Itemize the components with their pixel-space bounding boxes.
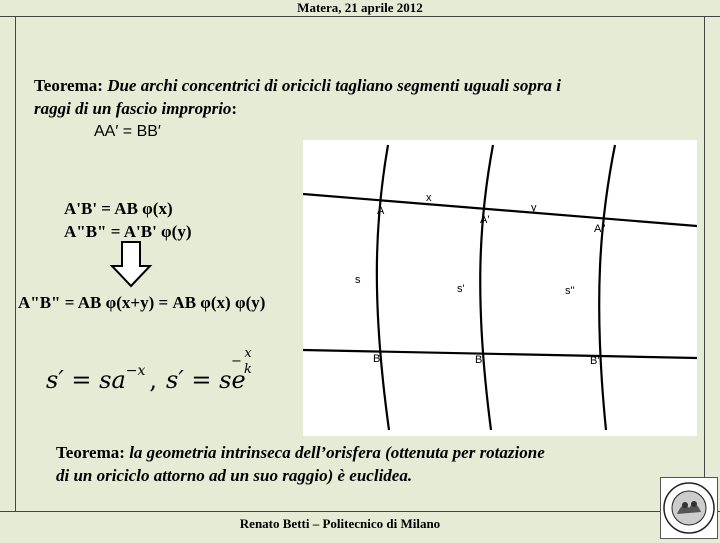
theorem-1-line-2 bbox=[34, 97, 561, 120]
label-B: B bbox=[373, 353, 381, 365]
formula-right-base: s′ = se bbox=[166, 366, 246, 394]
theorem-2-text-1: la geometria intrinseca dell’orisfera (ottenuta per rotazione bbox=[129, 443, 545, 462]
formula-left bbox=[46, 363, 158, 394]
header-bar bbox=[0, 0, 720, 17]
footer-text: Renato Betti – Politecnico di Milano bbox=[239, 516, 441, 531]
label-s1: s' bbox=[457, 283, 465, 295]
line-top bbox=[303, 194, 697, 226]
equation-2: A"B" = A'B' φ(y) bbox=[64, 222, 192, 241]
oricycle-1 bbox=[377, 145, 389, 430]
label-x: x bbox=[426, 192, 432, 204]
label-s2: s'' bbox=[565, 285, 575, 297]
theorem-2-label: Teorema: bbox=[56, 443, 125, 462]
line-bottom bbox=[303, 350, 697, 358]
left-border-line bbox=[15, 16, 16, 511]
theorem-2-line-2 bbox=[56, 464, 545, 487]
oricycle-3 bbox=[599, 145, 615, 430]
theorem-2-line-1 bbox=[56, 441, 545, 464]
label-A: A bbox=[377, 205, 385, 217]
figure-drawing bbox=[303, 140, 697, 436]
theorem-1-label: Teorema: bbox=[34, 76, 103, 95]
theorem-1-line-1 bbox=[34, 74, 561, 97]
label-s: s bbox=[355, 274, 361, 286]
formula-left-exponent: −x bbox=[125, 363, 146, 379]
right-border-line bbox=[704, 16, 705, 511]
theorem-1-text-2: raggi di un fascio improprio bbox=[34, 99, 232, 118]
equation-aa-bb: AA′ = BB′ bbox=[94, 123, 161, 140]
theorem-1 bbox=[34, 74, 561, 120]
theorem-1-colon: : bbox=[231, 99, 238, 118]
politecnico-logo bbox=[660, 477, 718, 539]
exp-minus: − bbox=[231, 354, 242, 369]
oricycle-figure bbox=[303, 140, 697, 436]
formula-right-exponent bbox=[233, 347, 255, 375]
seal-icon bbox=[661, 478, 717, 538]
exp-numerator: x bbox=[244, 346, 252, 361]
formula-left-base: s′ = sa bbox=[46, 366, 126, 394]
label-y: y bbox=[531, 202, 537, 214]
down-arrow-icon bbox=[108, 240, 154, 288]
theorem-2 bbox=[56, 441, 545, 487]
theorem-1-text: Due archi concentrici di oricicli tagliano segmenti uguali sopra i bbox=[107, 76, 562, 95]
label-A2: A'' bbox=[594, 223, 606, 235]
label-B2: B'' bbox=[590, 355, 602, 367]
label-B1: B' bbox=[475, 354, 485, 366]
oricycle-2 bbox=[480, 145, 493, 430]
equation-1: A'B' = AB φ(x) bbox=[64, 199, 173, 218]
footer-line bbox=[0, 511, 720, 512]
equation-3: A"B" = AB φ(x+y) = AB φ(x) φ(y) bbox=[18, 293, 266, 312]
theorem-2-text-2: di un oriciclo attorno ad un suo raggio) è euclidea. bbox=[56, 466, 413, 485]
header-text: Matera, 21 aprile 2012 bbox=[297, 0, 423, 15]
exp-denominator: k bbox=[244, 362, 252, 377]
label-A1: A' bbox=[480, 214, 490, 226]
formula-separator: , bbox=[149, 366, 158, 394]
